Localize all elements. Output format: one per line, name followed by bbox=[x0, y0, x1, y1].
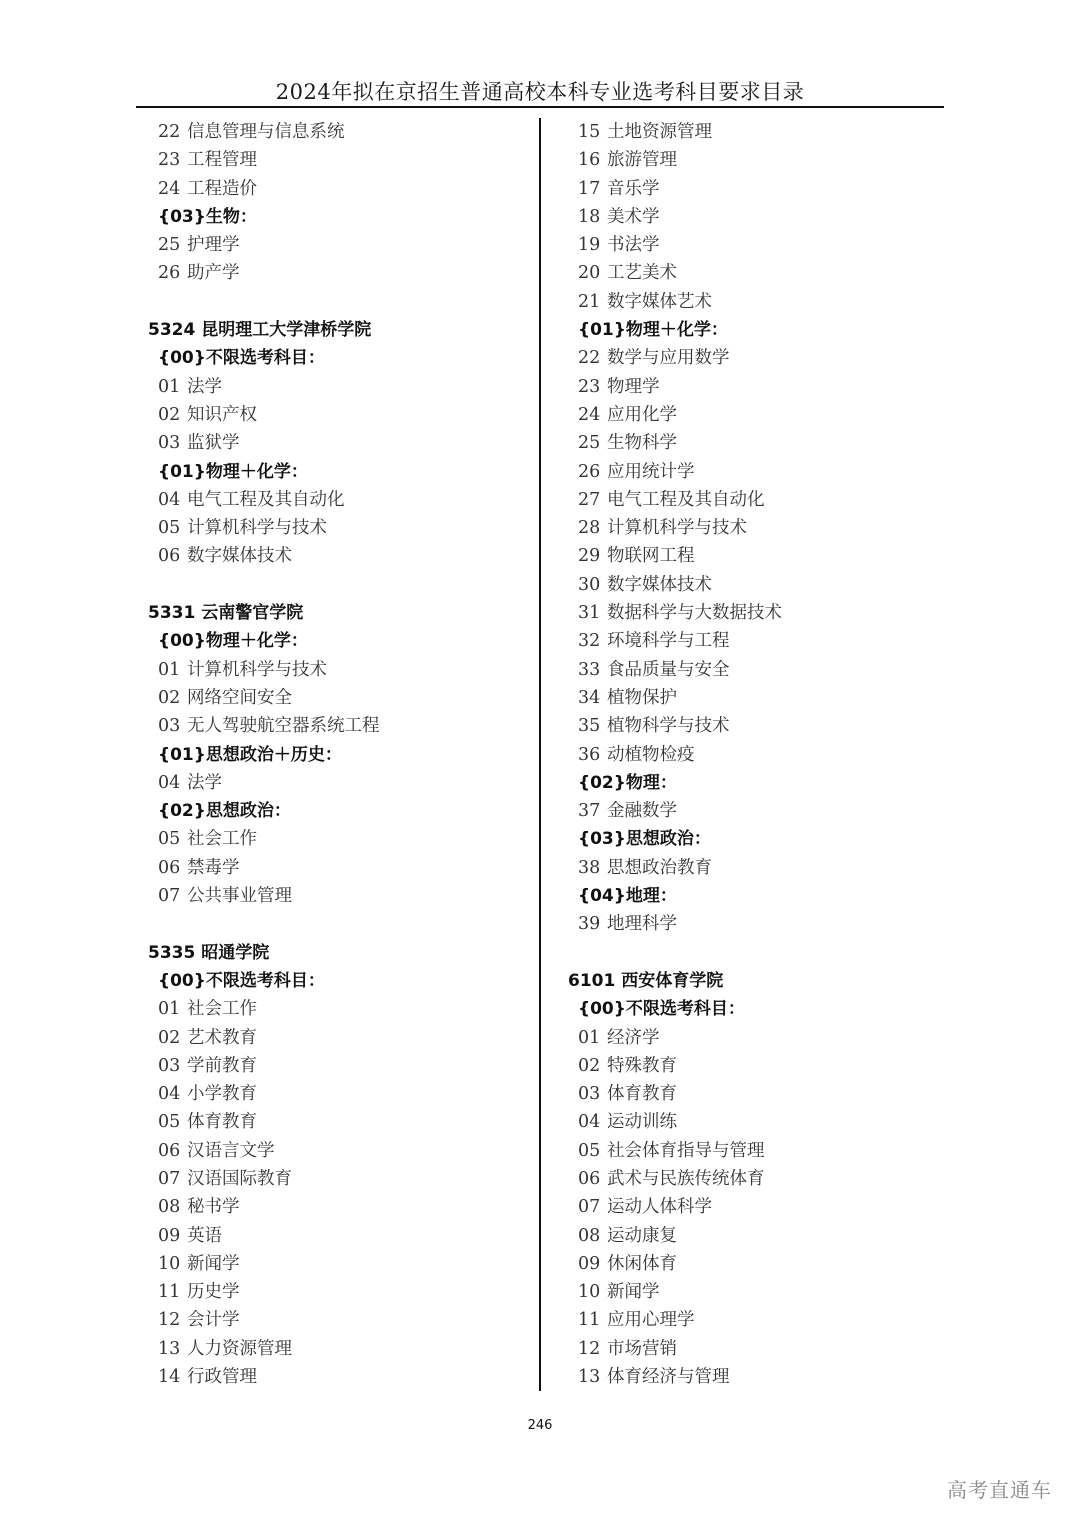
major-list-item bbox=[568, 146, 953, 174]
major-list-item bbox=[568, 1137, 953, 1165]
major-name: 信息管理与信息系统 bbox=[187, 122, 345, 142]
page-number: 246 bbox=[527, 1418, 553, 1433]
major-name: 法学 bbox=[187, 772, 222, 793]
major-code: 15 bbox=[578, 122, 601, 142]
major-list-item bbox=[148, 1335, 533, 1363]
major-list-item bbox=[568, 344, 953, 372]
major-list-item bbox=[148, 1363, 533, 1391]
major-name: 特殊教育 bbox=[607, 1055, 677, 1076]
major-name: 武术与民族传统体育 bbox=[607, 1168, 765, 1189]
major-name: 法学 bbox=[187, 376, 222, 397]
major-list-item bbox=[568, 429, 953, 457]
major-list-item bbox=[148, 995, 533, 1023]
major-code: 03 bbox=[158, 1055, 181, 1076]
major-code: 28 bbox=[578, 518, 601, 539]
major-list-item bbox=[568, 1278, 953, 1306]
subject-group-heading: {03}生物： bbox=[158, 206, 257, 227]
major-list-item bbox=[568, 401, 953, 429]
major-name: 监狱学 bbox=[187, 433, 240, 454]
major-name: 运动训练 bbox=[607, 1112, 677, 1133]
major-code: 06 bbox=[578, 1168, 601, 1189]
major-list-item bbox=[568, 684, 953, 712]
major-name: 旅游管理 bbox=[607, 150, 677, 171]
major-list-item bbox=[148, 514, 533, 542]
major-list-item bbox=[568, 1080, 953, 1108]
subject-group-heading: {00}物理＋化学： bbox=[158, 631, 308, 652]
major-name: 历史学 bbox=[187, 1282, 240, 1303]
major-code: 04 bbox=[158, 1084, 181, 1105]
major-code: 06 bbox=[158, 546, 181, 567]
major-list-item bbox=[148, 769, 533, 797]
major-name: 土地资源管理 bbox=[607, 122, 712, 142]
major-list-item bbox=[568, 203, 953, 231]
major-code: 02 bbox=[158, 1027, 181, 1048]
major-list-item bbox=[568, 571, 953, 599]
major-code: 19 bbox=[578, 235, 601, 256]
major-code: 14 bbox=[158, 1367, 181, 1388]
header-rule bbox=[136, 106, 944, 108]
major-list-item bbox=[148, 684, 533, 712]
major-list-item bbox=[568, 1363, 953, 1391]
major-name: 护理学 bbox=[187, 235, 240, 256]
major-list-item bbox=[148, 542, 533, 570]
major-list-item bbox=[568, 1052, 953, 1080]
major-list-item bbox=[568, 231, 953, 259]
major-name: 音乐学 bbox=[607, 178, 660, 199]
major-code: 04 bbox=[158, 489, 181, 510]
left-column bbox=[148, 118, 533, 1391]
major-list-item bbox=[148, 854, 533, 882]
subject-group-heading: {01}物理＋化学： bbox=[578, 320, 728, 341]
major-list-item bbox=[148, 373, 533, 401]
major-list-item bbox=[568, 1306, 953, 1334]
major-list-item bbox=[148, 1137, 533, 1165]
major-code: 07 bbox=[578, 1197, 601, 1218]
major-name: 物理学 bbox=[607, 376, 660, 397]
major-code: 24 bbox=[158, 178, 181, 199]
major-list-item bbox=[568, 712, 953, 740]
major-code: 05 bbox=[578, 1140, 601, 1161]
major-code: 25 bbox=[578, 433, 601, 454]
major-code: 03 bbox=[158, 433, 181, 454]
major-list-item bbox=[568, 1250, 953, 1278]
major-name: 运动康复 bbox=[607, 1225, 677, 1246]
major-list-item bbox=[568, 656, 953, 684]
major-code: 01 bbox=[158, 999, 181, 1020]
subject-group-heading: {04}地理： bbox=[578, 886, 677, 907]
major-list-item bbox=[148, 825, 533, 853]
major-code: 24 bbox=[578, 404, 601, 425]
major-list-item bbox=[148, 1222, 533, 1250]
major-code: 04 bbox=[158, 772, 181, 793]
major-name: 植物保护 bbox=[607, 687, 677, 708]
major-code: 05 bbox=[158, 829, 181, 850]
major-name: 数据科学与大数据技术 bbox=[607, 603, 782, 624]
major-name: 食品质量与安全 bbox=[607, 659, 730, 680]
major-name: 数字媒体技术 bbox=[187, 546, 292, 567]
major-name: 物联网工程 bbox=[607, 546, 695, 567]
major-list-item bbox=[148, 401, 533, 429]
major-list-item bbox=[148, 712, 533, 740]
subject-group-heading: {02}思想政治： bbox=[158, 801, 291, 822]
major-name: 学前教育 bbox=[187, 1055, 257, 1076]
major-list-item bbox=[148, 118, 533, 146]
major-name: 电气工程及其自动化 bbox=[607, 489, 765, 510]
school-heading: 5335 昭通学院 bbox=[148, 942, 270, 963]
major-code: 22 bbox=[158, 122, 181, 142]
major-name: 行政管理 bbox=[187, 1367, 257, 1388]
major-list-item bbox=[568, 514, 953, 542]
major-list-item bbox=[148, 1080, 533, 1108]
major-name: 汉语言文学 bbox=[187, 1140, 275, 1161]
subject-group-heading: {01}思想政治＋历史： bbox=[158, 744, 342, 765]
major-name: 艺术教育 bbox=[187, 1027, 257, 1048]
major-code: 12 bbox=[158, 1310, 181, 1331]
major-name: 美术学 bbox=[607, 206, 660, 227]
major-name: 社会工作 bbox=[187, 829, 257, 850]
major-code: 02 bbox=[578, 1055, 601, 1076]
subject-group-heading: {00}不限选考科目： bbox=[158, 970, 325, 991]
major-name: 数字媒体艺术 bbox=[607, 291, 712, 312]
major-list-item bbox=[148, 656, 533, 684]
major-code: 08 bbox=[158, 1197, 181, 1218]
subject-group-heading: {03}思想政治： bbox=[578, 829, 711, 850]
major-name: 知识产权 bbox=[187, 404, 257, 425]
right-column bbox=[568, 118, 953, 1391]
major-name: 数学与应用数学 bbox=[607, 348, 730, 369]
major-name: 体育经济与管理 bbox=[607, 1367, 730, 1388]
major-name: 市场营销 bbox=[607, 1338, 677, 1359]
major-name: 动植物检疫 bbox=[607, 744, 695, 765]
major-name: 助产学 bbox=[187, 263, 240, 284]
major-list-item bbox=[148, 175, 533, 203]
major-list-item bbox=[148, 1024, 533, 1052]
major-code: 11 bbox=[578, 1310, 601, 1331]
major-code: 30 bbox=[578, 574, 601, 595]
major-code: 34 bbox=[578, 687, 601, 708]
major-list-item bbox=[568, 1335, 953, 1363]
major-name: 会计学 bbox=[187, 1310, 240, 1331]
major-list-item bbox=[568, 1108, 953, 1136]
major-list-item bbox=[568, 458, 953, 486]
major-code: 31 bbox=[578, 603, 601, 624]
major-name: 无人驾驶航空器系统工程 bbox=[187, 716, 380, 737]
major-list-item bbox=[568, 486, 953, 514]
major-code: 22 bbox=[578, 348, 601, 369]
major-name: 秘书学 bbox=[187, 1197, 240, 1218]
major-code: 26 bbox=[158, 263, 181, 284]
major-name: 计算机科学与技术 bbox=[607, 518, 747, 539]
major-list-item bbox=[568, 1222, 953, 1250]
subject-group-heading: {01}物理＋化学： bbox=[158, 461, 308, 482]
major-code: 38 bbox=[578, 857, 601, 878]
major-name: 思想政治教育 bbox=[607, 857, 712, 878]
spacer bbox=[568, 939, 953, 967]
major-name: 经济学 bbox=[607, 1027, 660, 1048]
major-list-item bbox=[568, 542, 953, 570]
major-list-item bbox=[568, 741, 953, 769]
major-list-item bbox=[148, 259, 533, 287]
major-code: 01 bbox=[158, 376, 181, 397]
major-code: 02 bbox=[158, 404, 181, 425]
major-name: 公共事业管理 bbox=[187, 886, 292, 907]
spacer bbox=[148, 910, 533, 938]
subject-group-heading: {02}物理： bbox=[578, 772, 677, 793]
major-name: 英语 bbox=[187, 1225, 222, 1246]
major-name: 电气工程及其自动化 bbox=[187, 489, 345, 510]
major-name: 植物科学与技术 bbox=[607, 716, 730, 737]
major-list-item bbox=[148, 1052, 533, 1080]
subject-group-heading: {00}不限选考科目： bbox=[578, 999, 745, 1020]
major-code: 33 bbox=[578, 659, 601, 680]
major-code: 12 bbox=[578, 1338, 601, 1359]
major-code: 06 bbox=[158, 1140, 181, 1161]
major-code: 17 bbox=[578, 178, 601, 199]
major-code: 32 bbox=[578, 631, 601, 652]
major-list-item bbox=[568, 259, 953, 287]
major-code: 03 bbox=[578, 1084, 601, 1105]
major-code: 05 bbox=[158, 518, 181, 539]
major-name: 休闲体育 bbox=[607, 1253, 677, 1274]
major-code: 11 bbox=[158, 1282, 181, 1303]
major-name: 数字媒体技术 bbox=[607, 574, 712, 595]
major-code: 06 bbox=[158, 857, 181, 878]
major-code: 04 bbox=[578, 1112, 601, 1133]
major-list-item bbox=[148, 882, 533, 910]
major-name: 汉语国际教育 bbox=[187, 1168, 292, 1189]
major-name: 禁毒学 bbox=[187, 857, 240, 878]
major-list-item bbox=[148, 1278, 533, 1306]
major-name: 社会工作 bbox=[187, 999, 257, 1020]
major-list-item bbox=[568, 797, 953, 825]
major-name: 工程管理 bbox=[187, 150, 257, 171]
page-title: 2024年拟在京招生普通高校本科专业选考科目要求目录 bbox=[275, 80, 805, 104]
major-list-item bbox=[148, 1193, 533, 1221]
major-name: 环境科学与工程 bbox=[607, 631, 730, 652]
major-code: 18 bbox=[578, 206, 601, 227]
major-list-item bbox=[148, 429, 533, 457]
major-list-item bbox=[148, 1306, 533, 1334]
major-code: 03 bbox=[158, 716, 181, 737]
major-code: 09 bbox=[578, 1253, 601, 1274]
school-heading: 5331 云南警官学院 bbox=[148, 603, 304, 624]
major-list-item bbox=[568, 1165, 953, 1193]
major-name: 运动人体科学 bbox=[607, 1197, 712, 1218]
major-code: 25 bbox=[158, 235, 181, 256]
major-code: 21 bbox=[578, 291, 601, 312]
major-name: 应用化学 bbox=[607, 404, 677, 425]
major-name: 新闻学 bbox=[607, 1282, 660, 1303]
major-name: 地理科学 bbox=[607, 914, 677, 935]
major-code: 35 bbox=[578, 716, 601, 737]
major-code: 29 bbox=[578, 546, 601, 567]
major-list-item bbox=[568, 288, 953, 316]
major-name: 计算机科学与技术 bbox=[187, 518, 327, 539]
major-code: 02 bbox=[158, 687, 181, 708]
major-list-item bbox=[568, 854, 953, 882]
major-name: 体育教育 bbox=[607, 1084, 677, 1105]
major-code: 09 bbox=[158, 1225, 181, 1246]
major-list-item bbox=[148, 486, 533, 514]
major-list-item bbox=[568, 599, 953, 627]
major-list-item bbox=[148, 1250, 533, 1278]
major-code: 23 bbox=[158, 150, 181, 171]
major-code: 23 bbox=[578, 376, 601, 397]
major-list-item bbox=[568, 373, 953, 401]
major-name: 应用心理学 bbox=[607, 1310, 695, 1331]
major-name: 计算机科学与技术 bbox=[187, 659, 327, 680]
major-code: 39 bbox=[578, 914, 601, 935]
major-list-item bbox=[148, 1108, 533, 1136]
major-name: 书法学 bbox=[607, 235, 660, 256]
major-code: 07 bbox=[158, 1168, 181, 1189]
major-name: 网络空间安全 bbox=[187, 687, 292, 708]
subject-group-heading: {00}不限选考科目： bbox=[158, 348, 325, 369]
major-code: 26 bbox=[578, 461, 601, 482]
major-name: 工程造价 bbox=[187, 178, 257, 199]
school-heading: 6101 西安体育学院 bbox=[568, 970, 724, 991]
watermark: 高考直通车 bbox=[947, 1478, 1052, 1502]
major-code: 07 bbox=[158, 886, 181, 907]
major-code: 10 bbox=[158, 1253, 181, 1274]
major-list-item bbox=[568, 910, 953, 938]
major-code: 01 bbox=[578, 1027, 601, 1048]
column-divider bbox=[539, 118, 541, 1391]
major-list-item bbox=[148, 146, 533, 174]
major-name: 人力资源管理 bbox=[187, 1338, 292, 1359]
major-name: 体育教育 bbox=[187, 1112, 257, 1133]
major-code: 08 bbox=[578, 1225, 601, 1246]
major-list-item bbox=[568, 1024, 953, 1052]
major-list-item bbox=[148, 1165, 533, 1193]
major-code: 13 bbox=[578, 1367, 601, 1388]
major-name: 工艺美术 bbox=[607, 263, 677, 284]
major-list-item bbox=[568, 1193, 953, 1221]
major-name: 小学教育 bbox=[187, 1084, 257, 1105]
school-heading: 5324 昆明理工大学津桥学院 bbox=[148, 320, 372, 341]
major-name: 应用统计学 bbox=[607, 461, 695, 482]
spacer bbox=[148, 571, 533, 599]
major-list-item bbox=[568, 627, 953, 655]
major-name: 新闻学 bbox=[187, 1253, 240, 1274]
major-code: 10 bbox=[578, 1282, 601, 1303]
major-list-item bbox=[568, 118, 953, 146]
major-list-item bbox=[568, 175, 953, 203]
major-code: 36 bbox=[578, 744, 601, 765]
major-code: 27 bbox=[578, 489, 601, 510]
major-name: 生物科学 bbox=[607, 433, 677, 454]
major-code: 13 bbox=[158, 1338, 181, 1359]
major-name: 社会体育指导与管理 bbox=[607, 1140, 765, 1161]
major-code: 37 bbox=[578, 801, 601, 822]
spacer bbox=[148, 288, 533, 316]
major-code: 16 bbox=[578, 150, 601, 171]
major-code: 05 bbox=[158, 1112, 181, 1133]
major-list-item bbox=[148, 231, 533, 259]
major-name: 金融数学 bbox=[607, 801, 677, 822]
major-code: 01 bbox=[158, 659, 181, 680]
major-code: 20 bbox=[578, 263, 601, 284]
